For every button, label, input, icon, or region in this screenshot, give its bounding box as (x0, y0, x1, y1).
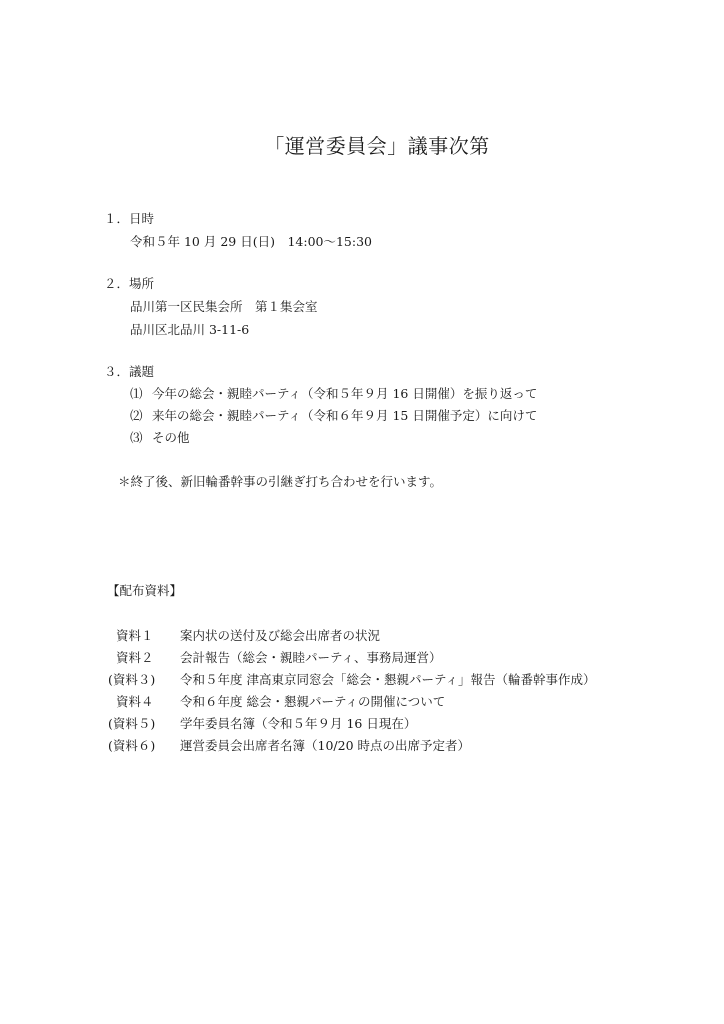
agenda-item-number: ⑶ (130, 430, 143, 445)
handout-text: 運営委員会出席者名簿（10/20 時点の出席予定者） (180, 738, 470, 753)
handout-item (108, 650, 442, 666)
handouts-heading: 【配布資料】 (107, 583, 183, 598)
handout-label: (資料６) (108, 738, 156, 753)
handout-label: 資料４ (116, 694, 154, 709)
agenda-item-text: その他 (152, 430, 190, 445)
agenda-item-number: ⑴ (130, 386, 143, 401)
handout-text: 案内状の送付及び総会出席者の状況 (180, 628, 381, 643)
place-address: 品川区北品川 3-11-6 (130, 322, 250, 337)
section-heading-date: １．日時 (104, 211, 155, 226)
agenda-item-text: 今年の総会・親睦パーティ（令和５年９月 16 日開催）を振り返って (152, 386, 538, 401)
handout-text: 会計報告（総会・親睦パーティ、事務局運営） (180, 650, 442, 665)
handout-label: (資料５) (108, 716, 156, 731)
agenda-item-number: ⑵ (130, 408, 143, 423)
handout-label: 資料１ (116, 628, 154, 643)
handout-item (108, 628, 380, 644)
section-heading-agenda: ３．議題 (104, 364, 155, 379)
place-venue: 品川第一区民集会所 第１集会室 (130, 299, 318, 314)
followup-note: ＊終了後、新旧輪番幹事の引継ぎ打ち合わせを行います。 (118, 474, 443, 489)
handout-item (108, 716, 416, 732)
handout-item (108, 694, 445, 710)
document-title: 「運営委員会」議事次第 (264, 134, 490, 158)
handout-item (108, 672, 595, 688)
handout-text: 学年委員名簿（令和５年９月 16 日現在） (180, 716, 417, 731)
agenda-item (130, 408, 537, 424)
agenda-item (130, 386, 537, 402)
handout-text: 令和６年度 総会・懇親パーティの開催について (180, 694, 446, 709)
date-value: 令和５年 10 月 29 日(日) 14:00～15:30 (130, 234, 373, 249)
agenda-item (130, 430, 190, 446)
handout-label: (資料３) (108, 672, 156, 687)
section-heading-place: ２．場所 (104, 276, 155, 291)
agenda-item-text: 来年の総会・親睦パーティ（令和６年９月 15 日開催予定）に向けて (152, 408, 538, 423)
handout-label: 資料２ (116, 650, 154, 665)
handout-text: 令和５年度 津高東京同窓会「総会・懇親パーティ」報告（輪番幹事作成） (180, 672, 596, 687)
handout-item (108, 738, 470, 754)
